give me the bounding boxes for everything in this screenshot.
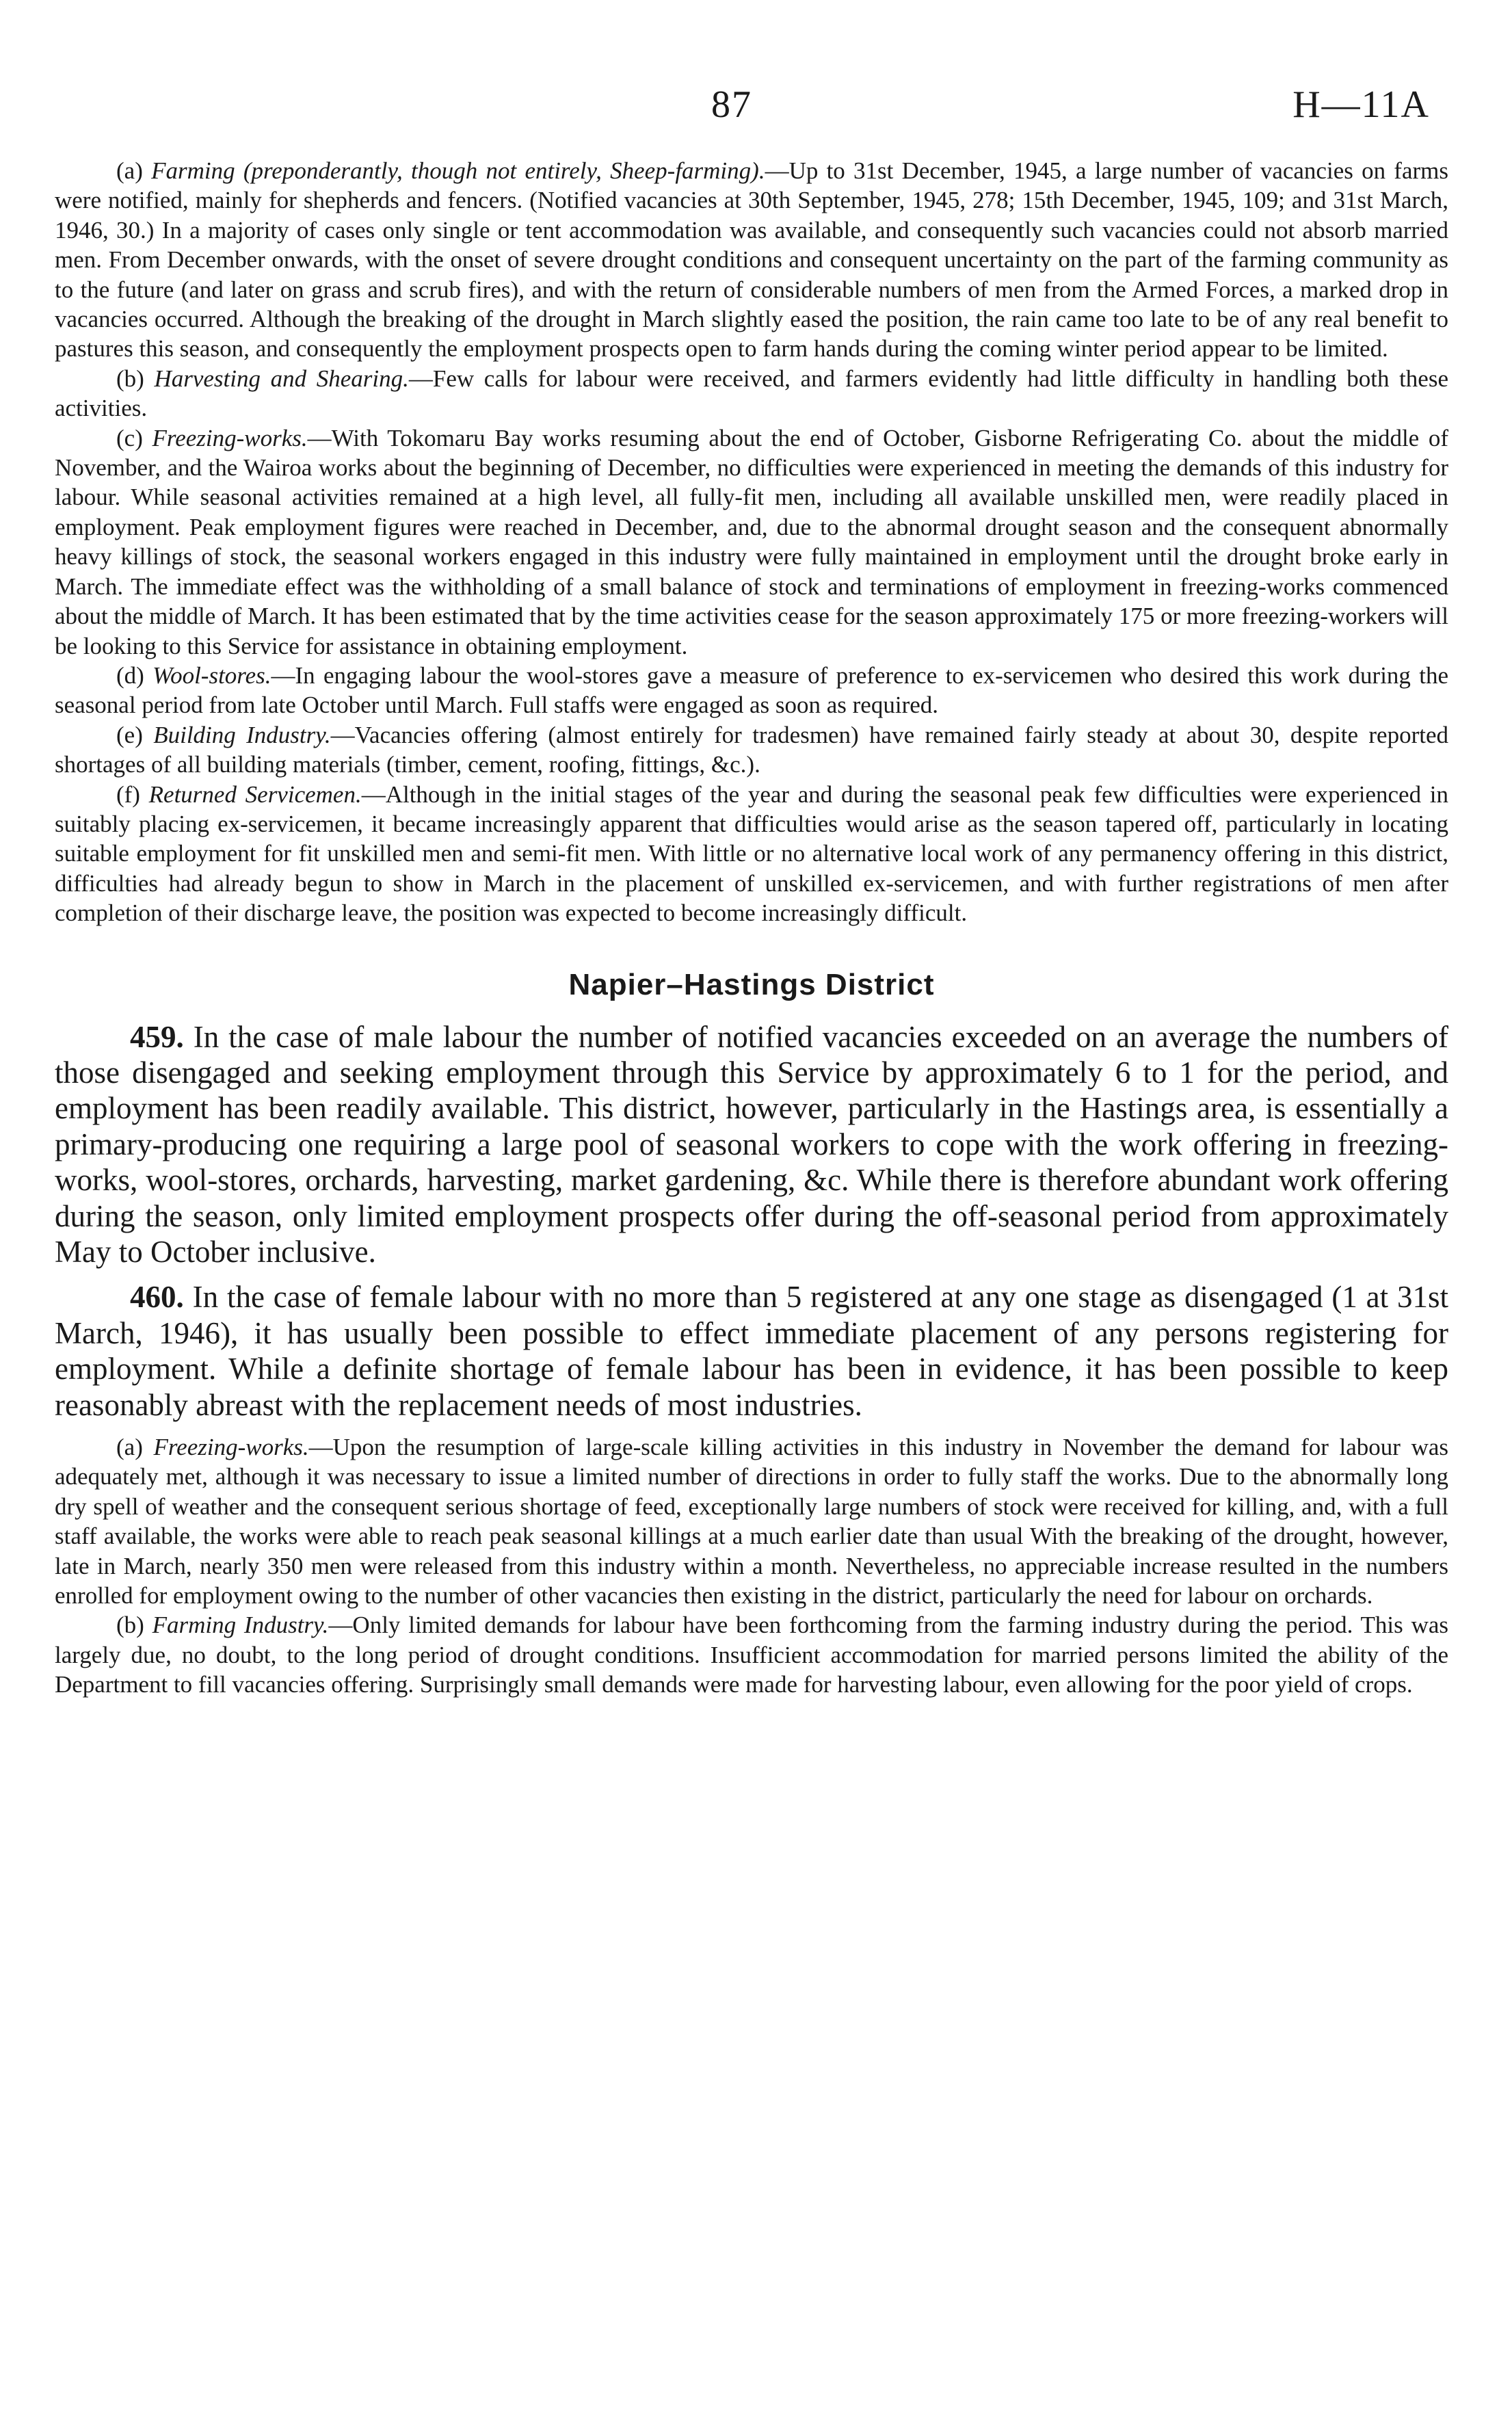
spacer bbox=[55, 1004, 1448, 1019]
paragraph-farming-industry bbox=[55, 1610, 1448, 1699]
item-label: (d) bbox=[116, 661, 144, 689]
item-text: —With Tokomaru Bay works resuming about the end of October, Gisborne Refrigerating Co. about the middle of November, and the Wairoa works about the beginning of December, no difficulties were experienced in meeting the demands of this industry for labour. While seasonal activities remained at a high level, all fully-fit men, including all available unskilled men, were readily placed in employment. Peak employment figures were reached in December, and, due to the abnormal drought season and the consequent abnormally heavy killings of stock, the seasonal workers engaged in this industry were fully maintained in employment until the drought broke early in March. The immediate effect was the withholding of a small balance of stock and terminations of employment in freezing-works commenced about the middle of March. It has been estimated that by the time activities cease for the season approximately 175 or more freezing-workers will be looking to this Service for assistance in obtaining employment. bbox=[55, 424, 1448, 659]
section-heading: Napier–Hastings District bbox=[568, 967, 935, 1001]
paragraph-460 bbox=[55, 1279, 1448, 1423]
spacer bbox=[55, 928, 1448, 966]
item-text: —Up to 31st December, 1945, a large number of vacancies on farms were notified, mainly for shepherds and fencers. (Notified vacancies at 30th September, 1945, 278; 15th December, 1945, 109; and 31st March, 1946, 30.) In a majority of cases only single or tent accommodation was available, and consequently such vacancies could not absorb married men. From December onwards, with the onset of severe drought conditions and consequent uncertainty on the part of the farming community as to the future (and later on grass and scrub fires), and with the return of considerable numbers of men from the Armed Forces, a marked drop in vacancies occurred. Although the breaking of the drought in March slightly eased the position, the rain came too late to be of any real benefit to pastures this season, and consequently the employment prospects open to farm hands during the coming winter period appear to be limited. bbox=[55, 157, 1449, 363]
paragraph-number: 459. bbox=[130, 1019, 184, 1054]
page-header bbox=[0, 81, 1512, 135]
item-lead: Farming (preponderantly, though not entirely, Sheep-farming). bbox=[151, 157, 765, 184]
paragraph-farming bbox=[55, 156, 1448, 364]
page-number: 87 bbox=[711, 83, 752, 126]
item-label: (a) bbox=[116, 157, 143, 184]
item-lead: Building Industry. bbox=[153, 721, 331, 748]
item-label: (f) bbox=[116, 780, 140, 808]
item-label: (c) bbox=[116, 424, 143, 451]
paragraph-building-industry bbox=[55, 720, 1448, 780]
paragraph-harvesting bbox=[55, 364, 1448, 423]
paragraph-wool-stores bbox=[55, 661, 1448, 720]
item-lead: Farming Industry. bbox=[152, 1612, 329, 1639]
paragraph-returned-servicemen bbox=[55, 780, 1448, 928]
item-lead: Returned Servicemen. bbox=[148, 780, 362, 808]
item-lead: Harvesting and Shearing. bbox=[154, 365, 409, 392]
item-text: —Only limited demands for labour have been forthcoming from the farming industry during the period. This was largely due, no doubt, to the long period of drought conditions. Insufficient accommodation for married persons limited the ability of the Department to fill vacancies offering. Surprisingly small demands were made for harvesting labour, even allowing for the poor yield of crops. bbox=[55, 1612, 1448, 1698]
paragraph-number: 460. bbox=[130, 1280, 184, 1315]
item-label: (a) bbox=[116, 1434, 143, 1461]
paragraph-napier-freezing-works bbox=[55, 1432, 1448, 1610]
item-lead: Freezing-works. bbox=[152, 424, 308, 451]
item-text: —Upon the resumption of large-scale killing activities in this industry in November the demand for labour was adequately met, although it was necessary to issue a limited number of directions in order to fully staff the works. Due to the abnormally long dry spell of weather and the consequent serious shortage of feed, exceptionally large numbers of stock were received for killing, and, with a full staff available, the works were able to reach peak seasonal killings at a much earlier date than usual With the breaking of the drought, however, late in March, nearly 350 men were released from this industry within a month. Nevertheless, no appreciable increase resulted in the numbers enrolled for employment owing to the number of other vacancies then existing in the district, particularly the need for labour on orchards. bbox=[55, 1434, 1449, 1609]
item-text: —In engaging labour the wool-stores gave a measure of preference to ex-servicemen who desired this work during the seasonal period from late October until March. Full staffs were engaged as soon as required. bbox=[55, 661, 1448, 719]
item-lead: Freezing-works. bbox=[153, 1434, 309, 1461]
item-label: (b) bbox=[116, 365, 144, 392]
spacer bbox=[55, 1423, 1448, 1432]
item-label: (b) bbox=[116, 1612, 144, 1639]
paragraph-text: In the case of female labour with no more than 5 registered at any one stage as disengaged (1 at 31st March, 1946), it has usually been possible to effect immediate placement of any persons registering for employment. While a definite shortage of female labour has been in evidence, it has been possible to keep reasonably abreast with the replacement needs of most industries. bbox=[55, 1280, 1449, 1422]
paragraph-459 bbox=[55, 1019, 1448, 1270]
item-text: —Although in the initial stages of the year and during the seasonal peak few difficulties were experienced in suitably placing ex-servicemen, it became increasingly apparent that difficulties would arise as the season tapered off, particularly in locating suitable employment for fit unskilled men and semi-fit men. With little or no alternative local work of any permanency offering in this district, difficulties had already begun to show in March in the placement of unskilled ex-servicemen, and with further registrations of men after completion of their discharge leave, the position was expected to become increasingly difficult. bbox=[55, 780, 1448, 927]
paragraph-text: In the case of male labour the number of notified vacancies exceeded on an average the numbers of those disengaged and seeking employment through this Service by approximately 6 to 1 for the period, and employment has been readily available. This district, however, particularly in the Hastings area, is essentially a primary-producing one requiring a large pool of seasonal workers to cope with the work offering in freezing-works, wool-stores, orchards, harvesting, market gardening, &c. While there is therefore abundant work offering during the season, only limited employment prospects offer during the off-seasonal period from approximately May to October inclusive. bbox=[55, 1019, 1448, 1269]
item-text: —Vacancies offering (almost entirely for tradesmen) have remained fairly steady at about 30, despite reported shortages of all building materials (timber, cement, roofing, fittings, &c.). bbox=[55, 721, 1448, 778]
document-body bbox=[55, 156, 1448, 1700]
spacer bbox=[55, 1270, 1448, 1279]
paragraph-freezing-works bbox=[55, 423, 1448, 661]
item-text: —Few calls for labour were received, and farmers evidently had little difficulty in handling both these activities. bbox=[55, 365, 1448, 422]
document-reference: H—11A bbox=[1292, 83, 1430, 126]
item-label: (e) bbox=[116, 721, 143, 748]
item-lead: Wool-stores. bbox=[152, 661, 271, 689]
